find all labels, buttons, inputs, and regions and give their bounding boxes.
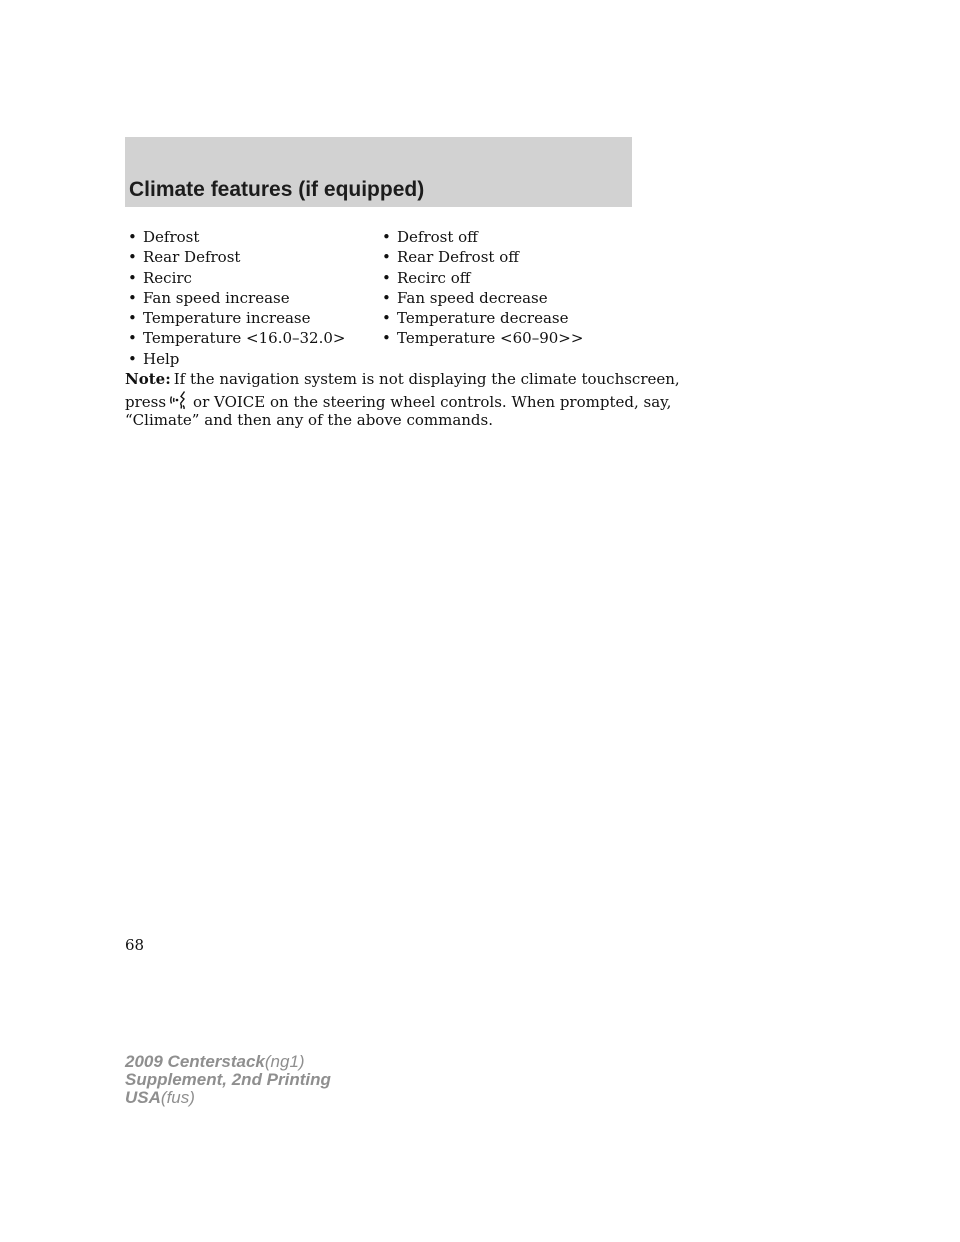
note-text: or VOICE on the steering wheel controls. When prompted, say, xyxy=(193,392,672,411)
command-text: Fan speed increase xyxy=(143,288,290,307)
list-item xyxy=(128,288,382,308)
command-text: Rear Defrost xyxy=(143,248,241,267)
note-text: If the navigation system is not displaying the climate touchscreen, xyxy=(173,370,680,388)
command-row xyxy=(128,247,648,267)
command-text: Fan speed decrease xyxy=(397,288,548,307)
command-text: Recirc xyxy=(143,268,192,287)
command-text: Temperature increase xyxy=(143,309,311,328)
footer-code: (ng1) xyxy=(264,1052,305,1071)
note-label: Note: xyxy=(125,370,171,388)
bullet: • xyxy=(382,329,391,348)
bullet: • xyxy=(382,228,391,246)
note-paragraph xyxy=(125,369,680,431)
list-item xyxy=(382,328,583,348)
document-footer xyxy=(125,1053,331,1107)
bullet: • xyxy=(128,228,137,246)
note-line xyxy=(125,410,645,431)
voice-commands-list xyxy=(128,227,648,369)
list-item xyxy=(128,328,382,348)
list-item xyxy=(128,349,382,369)
command-row xyxy=(128,328,648,348)
footer-line xyxy=(125,1089,331,1107)
note-text: “Climate” and then any of the above commands. xyxy=(125,411,493,429)
command-text: Help xyxy=(143,349,180,368)
command-text: Defrost off xyxy=(397,228,478,246)
list-item xyxy=(128,247,382,267)
command-text: Temperature <16.0–32.0> xyxy=(143,329,346,348)
note-line xyxy=(125,390,672,411)
footer-title: 2009 Centerstack xyxy=(125,1052,265,1071)
command-text: Temperature decrease xyxy=(397,309,569,328)
footer-line xyxy=(125,1053,331,1071)
bullet: • xyxy=(382,288,391,307)
command-text: Defrost xyxy=(143,228,200,246)
list-item xyxy=(382,227,478,247)
list-item xyxy=(128,227,382,247)
command-text: Recirc off xyxy=(397,268,471,287)
note-line xyxy=(125,369,680,390)
section-title: Climate features (if equipped) xyxy=(129,178,425,201)
bullet: • xyxy=(128,248,137,267)
bullet: • xyxy=(382,268,391,287)
list-item xyxy=(382,247,519,267)
bullet: • xyxy=(128,268,137,287)
bullet: • xyxy=(128,288,137,307)
list-item xyxy=(382,288,548,308)
bullet: • xyxy=(128,329,137,348)
command-text: Rear Defrost off xyxy=(397,248,519,267)
list-item xyxy=(128,268,382,288)
bullet: • xyxy=(382,248,391,267)
bullet: • xyxy=(128,309,137,328)
command-row xyxy=(128,227,648,247)
page-number: 68 xyxy=(125,936,145,954)
footer-market: USA xyxy=(125,1088,161,1107)
command-row xyxy=(128,349,648,369)
command-row xyxy=(128,308,648,328)
bullet: • xyxy=(128,349,137,368)
list-item xyxy=(128,308,382,328)
footer-edition: Supplement, 2nd Printing xyxy=(125,1070,331,1089)
note-text: press xyxy=(125,392,167,411)
list-item xyxy=(382,308,568,328)
bullet: • xyxy=(382,309,391,328)
command-row xyxy=(128,268,648,288)
command-row xyxy=(128,288,648,308)
footer-code: (fus) xyxy=(160,1088,195,1107)
command-text: Temperature <60–90>> xyxy=(397,329,584,348)
footer-line xyxy=(125,1071,331,1089)
list-item xyxy=(382,268,470,288)
